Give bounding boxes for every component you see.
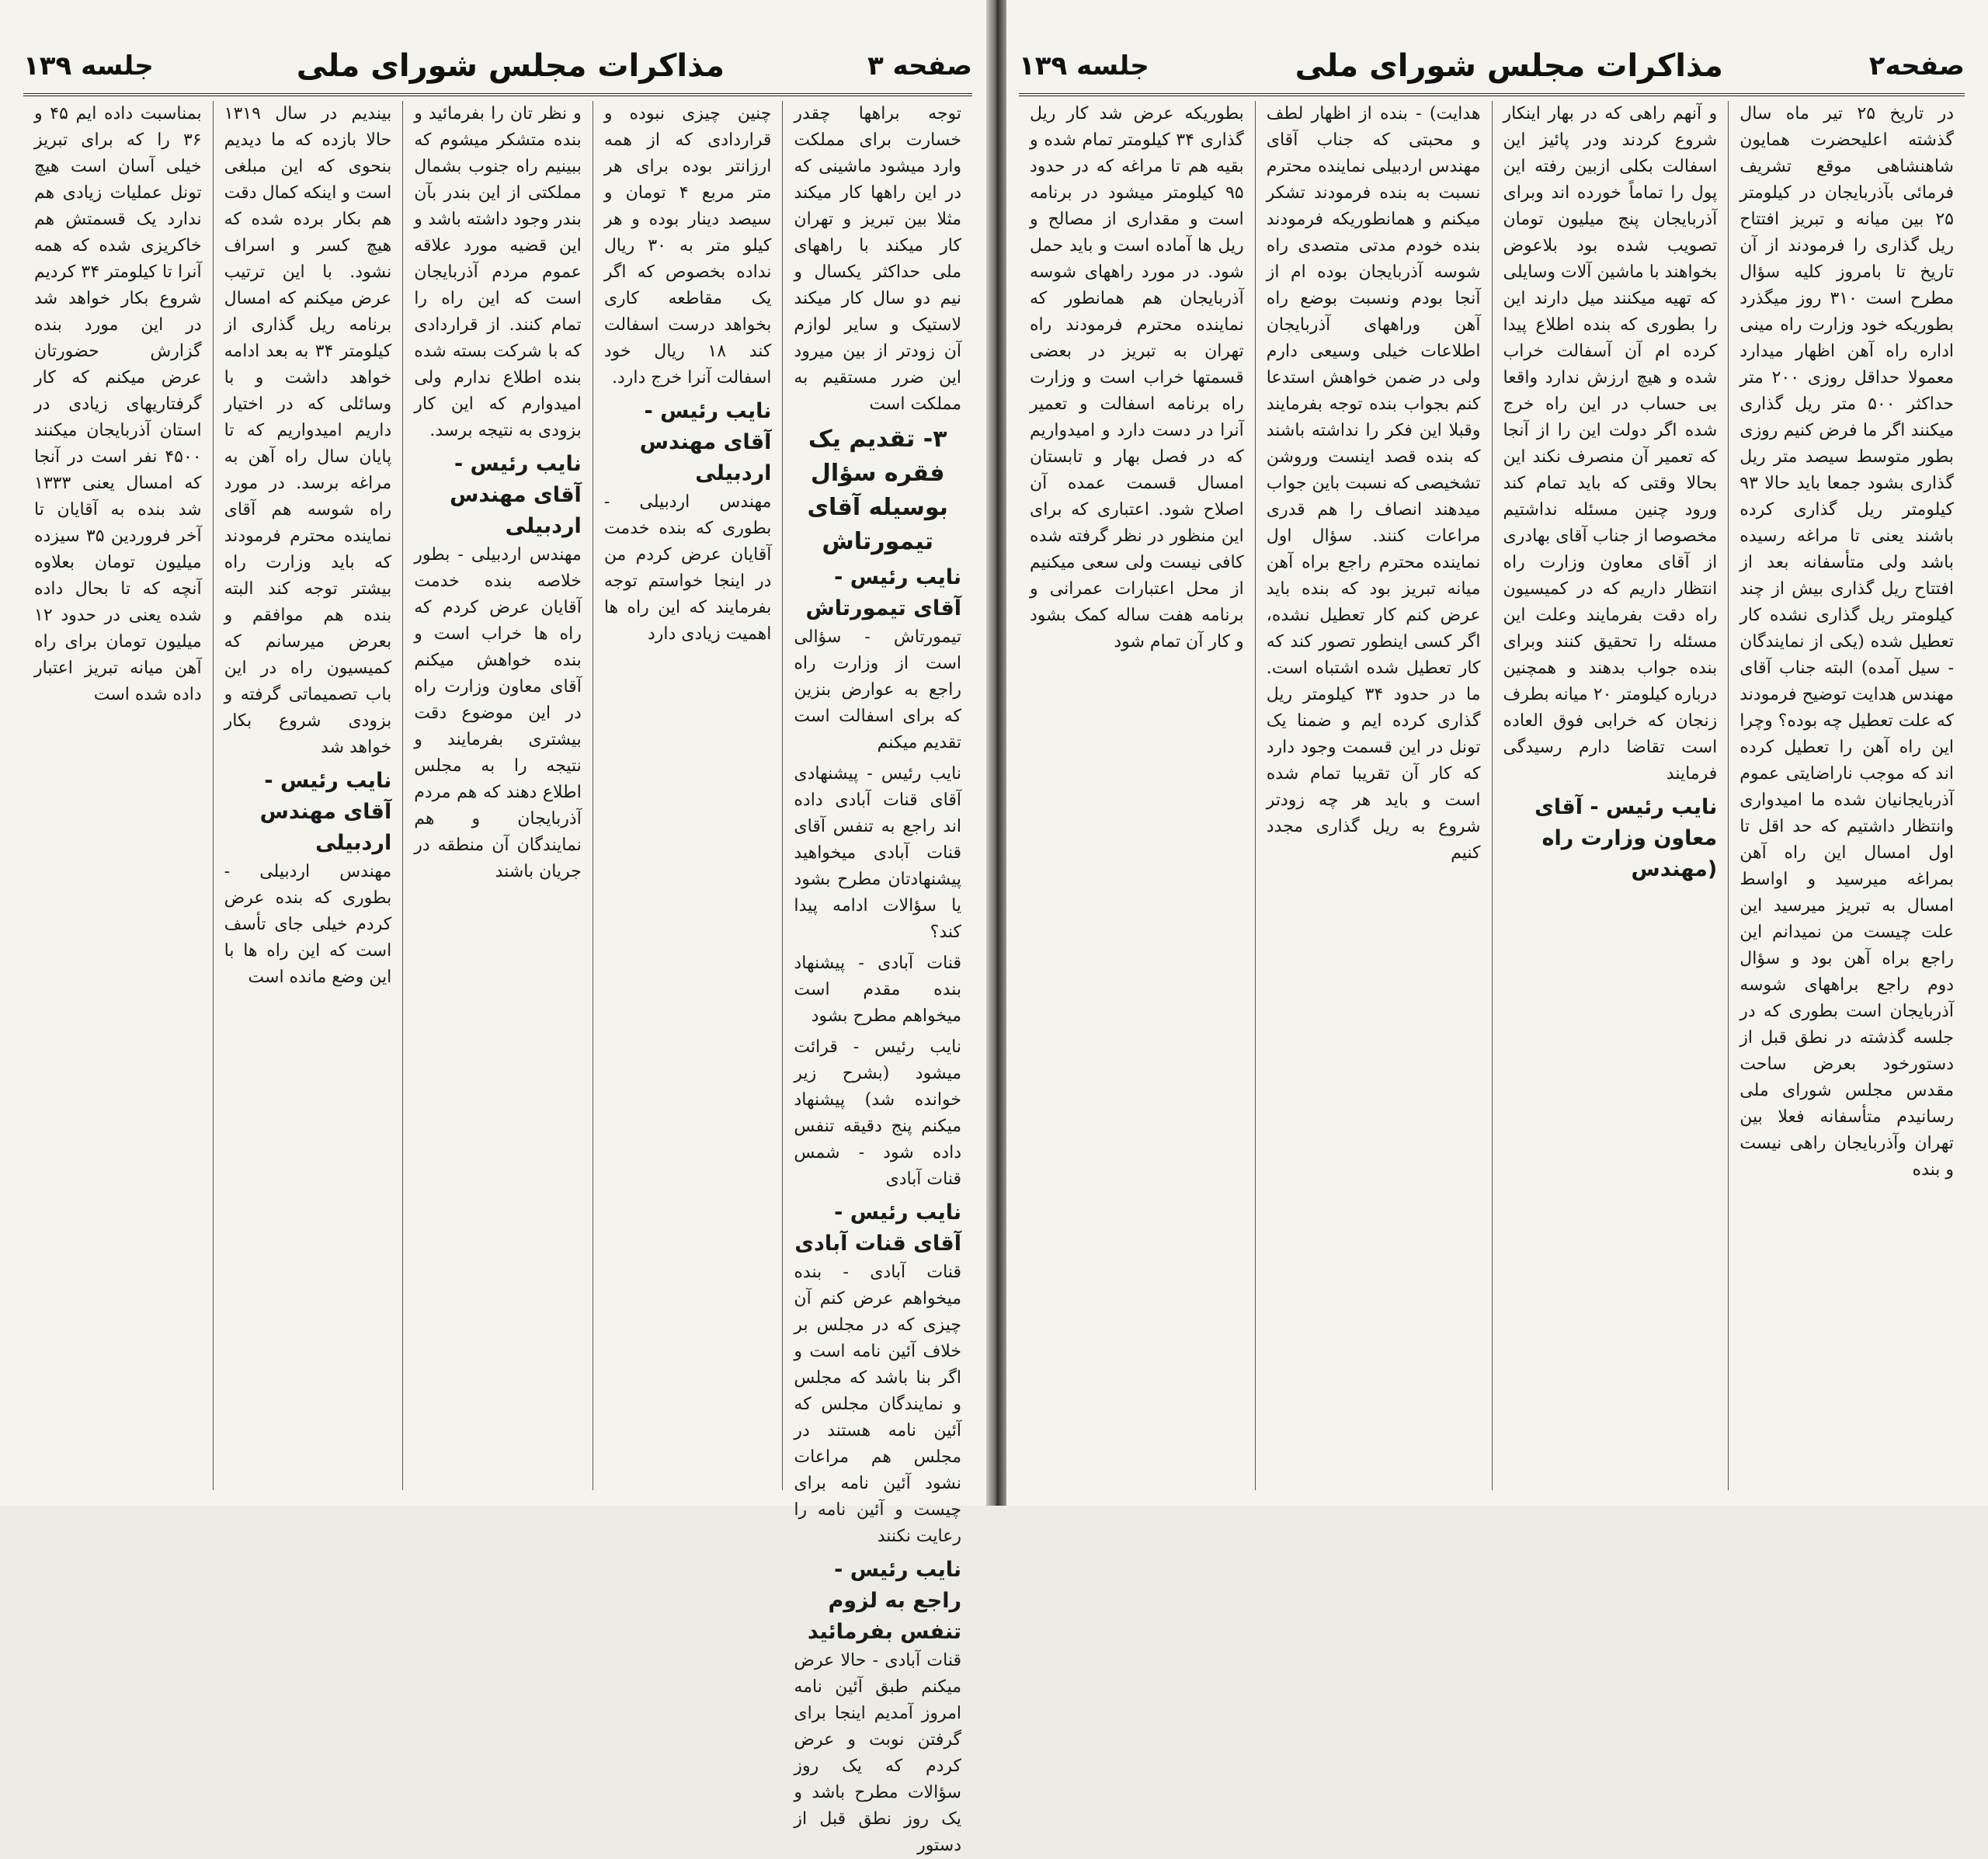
speaker-line: نایب رئیس - آقای قنات آبادی bbox=[794, 1201, 961, 1256]
text-column bbox=[593, 101, 783, 1490]
paragraph: قنات آبادی - بنده میخواهم عرض کنم آن چیزی که در مجلس بر خلاف آئین نامه است و اگر بنا باشد که مجلس و نمایندگان مجلس که آئین نامه هستند در مجلس هم مراعات نشود آئین نامه برای چیست و آئین نامه را رعایت نکنند bbox=[794, 1263, 961, 1546]
paragraph: نایب رئیس - پیشنهادی آقای قنات آبادی داده اند راجع به تنفس آقای قنات آبادی میخواهید پیشنهادتان مطرح بشود یا سؤالات ادامه پیدا کند؟ bbox=[794, 764, 961, 942]
right-page-header bbox=[1019, 39, 1965, 96]
left-page bbox=[0, 0, 996, 1855]
paragraph: نایب رئیس - قرائت میشود (بشرح زیر خوانده شد) پیشنهاد میکنم پنج دقیقه تنفس داده شود - شمس قنات آبادی bbox=[794, 1037, 961, 1189]
session-number: جلسه ۱۳۹ bbox=[23, 50, 154, 82]
paragraph: مهندس اردبیلی - بطور خلاصه بنده خدمت آقایان عرض کردم که راه ها خراب است و بنده خواهش میکنم آقای معاون وزارت راه در این موضوع دقت بیشتری بفرمایند و نتیجه را به مجلس اطلاع دهند که هم مردم آذربایجان و هم نمایندگان آن منطقه در جریان باشند bbox=[414, 545, 582, 881]
paragraph: بمناسبت داده ایم ۴۵ و ۳۶ را که برای تبریز خیلی آسان است هیچ تونل عملیات زیادی هم ندارد یک قسمتش هم خاکریزی شده که همه آنرا تا کیلومتر ۳۴ کردیم شروع بکار خواهد شد در این مورد بنده گزارش حضورتان عرض میکنم که کار گرفتاریهای زیادی در استان آذربایجان میکنند ۴۵۰۰ نفر است در آنجا که امسال یعنی ۱۳۳۳ شد بنده به آقایان تا آخر فروردین ۳۵ سیزده میلیون تومان بعلاوه آنچه که تا بحال داده شده یعنی در حدود ۱۲ میلیون تومان برای راه آهن میانه تبریز اعتبار داده شده است bbox=[34, 104, 202, 704]
paragraph: مهندس اردبیلی - بطوری که بنده خدمت آقایان عرض کردم من در اینجا خواستم توجه بفرمایند که این راه ها اهمیت زیادی دارد bbox=[603, 492, 772, 644]
page-title: مذاکرات مجلس شورای ملی bbox=[296, 48, 725, 84]
left-page-columns bbox=[23, 101, 972, 1855]
paragraph: هدایت) - بنده از اظهار لطف و محبتی که جناب آقای مهندس اردبیلی نماینده محترم نسبت به بنده فرمودند تشکر میکنم و همانطوریکه فرمودند بنده خودم مدتی متصدی راه شوسه آذربایجان بوده ام از آنجا بودم ونسبت بوضع راه آهن وراههای آذربایجان اطلاعات خیلی وسیعی دارم ولی در ضمن خواهش استدعا کنم بجواب بنده توجه بفرمایند وقبلا این فکر را نداشته باشند که بنده قصد اینست وروشن تشخیصی که نسبت باین جواب میدهند انصاف را هم قدری مراعات کنند. سؤال اول نماینده محترم راجع براه آهن میانه تبریز بود که بنده باید عرض کنم کار تعطیل نشده، اگر کسی اینطور تصور کند که کار تعطیل شده اشتباه است. ما در حدود ۳۴ کیلومتر ریل گذاری کرده ایم و ضمنا یک تونل در این قسمت وجود دارد که کار آن تقریبا تمام شده است و باید هر چه زودتر شروع به ریل گذاری مجدد کنیم bbox=[1266, 104, 1481, 863]
text-column bbox=[402, 101, 593, 1490]
text-column bbox=[1019, 101, 1255, 1490]
left-page-header bbox=[23, 39, 972, 96]
text-column bbox=[23, 101, 213, 1490]
speaker-line: نایب رئیس - آقای مهندس اردبیلی bbox=[450, 452, 582, 538]
page-number: صفحه۲ bbox=[1868, 50, 1965, 82]
text-column bbox=[1492, 101, 1729, 1490]
paragraph: بطوریکه عرض شد کار ریل گذاری ۳۴ کیلومتر تمام شده و بقیه هم تا مراغه که در حدود ۹۵ کیلومتر میشود در برنامه است و مقداری از مصالح و ریل ها آماده است و باید حمل شود. در مورد راههای شوسه آذربایجان هم همانطور که نماینده محترم فرمودند راه تهران به تبریز در بعضی قسمتها خراب است و وزارت راه برنامه اسفالت و تعمیر آنرا در دست دارد و امیدواریم که در فصل بهار و تابستان امسال قسمت عمده آن اصلاح شود. اعتباری که برای این منظور در نظر گرفته شده کافی نیست ولی سعی میکنیم از محل اعتبارات عمرانی و برنامه هفت ساله کمک بشود و کار آن تمام شود bbox=[1030, 104, 1244, 652]
right-page-columns bbox=[1019, 101, 1965, 1490]
speaker-line: نایب رئیس - آقای مهندس اردبیلی bbox=[639, 399, 772, 485]
section-heading: ۳- تقدیم یک فقره سؤال بوسیله آقای تیمورتاش bbox=[807, 426, 948, 555]
paragraph: چنین چیزی نبوده و قراردادی که از همه ارزانتر بوده برای هر متر مربع ۴ تومان و سیصد دینار بوده و هر کیلو متر به ۳۰ ریال نداده بخصوص که اگر یک مقاطعه کاری بخواهد درست اسفالت کند ۱۸ ریال خود اسفالت آنرا خرج دارد. bbox=[603, 104, 772, 387]
text-column bbox=[1728, 101, 1965, 1490]
paragraph: بیندیم در سال ۱۳۱۹ حالا بازده که ما دیدیم بنحوی که این مبلغی است و اینکه کمال دقت هم بکار برده شده که هیچ کسر و اسراف نشود. با این ترتیب عرض میکنم که امسال برنامه ریل گذاری از کیلومتر ۳۴ به بعد ادامه خواهد داشت و با وسائلی که در اختیار داریم امیدواریم که تا پایان سال راه آهن به مراغه برسد. در مورد راه شوسه هم آقای نماینده محترم فرمودند که باید وزارت راه بیشتر توجه کند البته بنده هم موافقم و بعرض میرسانم که کمیسیون راه در این باب تصمیماتی گرفته و بزودی شروع بکار خواهد شد bbox=[224, 104, 392, 757]
paragraph: قنات آبادی - پیشنهاد بنده مقدم است میخواهم مطرح بشود bbox=[794, 954, 961, 1026]
paragraph: تیمورتاش - سؤالی است از وزارت راه راجع به عوارض بنزین که برای اسفالت است تقدیم میکنم bbox=[794, 627, 961, 752]
page-title: مذاکرات مجلس شورای ملی bbox=[1295, 48, 1723, 84]
text-column bbox=[213, 101, 403, 1490]
paragraph: مهندس اردبیلی - بطوری که بنده عرض کردم خیلی جای تأسف است که این راه ها با این وضع مانده است bbox=[224, 862, 392, 987]
paragraph: در تاریخ ۲۵ تیر ماه سال گذشته اعلیحضرت همایون شاهنشاهی موقع تشریف فرمائی بآذربایجان در کیلومتر ۲۵ بین میانه و تبریز افتتاح ریل گذاری را فرمودند از آن تاریخ تا بامروز کلیه سؤال مطرح است ۳۱۰ روز میگذرد بطوریکه خود وزارت راه مینی اداره راه آهن اظهار میدارد معمولا حداقل روزی ۲۰۰ متر حداکثر ۵۰۰ متر ریل گذاری میکنند اگر ما فرض کنیم روزی بطور متوسط سیصد متر ریل گذاری بشود جمعا باید حالا ۹۳ کیلومتر ریل گذاری کرده باشند یعنی تا مراغه رسیده باشد ولی متأسفانه بعد از افتتاح ریل گذاری بیش از چند کیلومتر ریل گذاری نشده کار تعطیل شده (یکی از نمایندگان - سیل آمده) البته جناب آقای مهندس هدایت توضیح فرمودند که علت تعطیل چه بوده؟ وچرا این راه آهن را تعطیل کرده اند که موجب ناراضایتی عموم آذربایجانیان شده ما امیدواری وانتظار داشتیم که حد اقل تا اول امسال این راه آهن بمراغه میرسید و اواسط امسال به تبریز میرسید این علت چیست من نمیدانم این راجع براه آهن بود و سؤال دوم راجع براههای شوسه آذربایجان است بطوری که در جلسه گذشته در نطق قبل از دستورخود بعرض ساحت مقدس مجلس شورای ملی رسانیدم متأسفانه فعلا بین تهران وآذربایجان راهی نیست و بنده bbox=[1740, 104, 1955, 1180]
speaker-line: نایب رئیس - آقای معاون وزارت راه (مهندس bbox=[1534, 795, 1718, 881]
paragraph: قنات آبادی - حالا عرض میکنم طبق آئین نامه امروز آمدیم اینجا برای گرفتن نوبت و عرض کردم که یک روز سؤالات مطرح باشد و یک روز نطق قبل از دستور bbox=[794, 1651, 961, 1855]
text-column bbox=[782, 101, 972, 1855]
speaker-line: نایب رئیس - آقای تیمورتاش bbox=[805, 565, 961, 620]
session-number: جلسه ۱۳۹ bbox=[1019, 50, 1149, 82]
paragraph: و نظر تان را بفرمائید و بنده متشکر میشوم که ببینیم راه جنوب بشمال مملکتی از این بندر بآن بندر وجود داشته باشد و این قضیه مورد علاقه عموم مردم آذربایجان است که این راه را تمام کنند. از قراردادی که با شرکت بسته شده بنده اطلاع ندارم ولی امیدوارم که این کار بزودی به نتیجه برسد. bbox=[414, 104, 582, 440]
page-number: صفحه ۳ bbox=[867, 50, 972, 82]
page-gutter bbox=[986, 0, 1006, 1506]
speaker-line: نایب رئیس - آقای مهندس اردبیلی bbox=[259, 769, 392, 855]
text-column bbox=[1255, 101, 1492, 1490]
paragraph: و آنهم راهی که در بهار اینکار شروع کردند ودر پائیز این اسفالت بکلی ازبین رفته این پول را تماماً خورده اند وبرای آذربایجان پنج میلیون تومان تصویب شده بود بلاعوض بخواهند با ماشین آلات وسایلی که تهیه میکنند میل دارند این را بطوری که بنده اطلاع پیدا کرده ام آن آسفالت خراب شده و هیچ ارزش ندارد واقعا بی حساب در این راه خرج شده اگر دولت این را از آنجا که تعمیر آن منصرف نکند این بحالا وقتی که باید تمام کند ورود چنین مسئله نداشتیم مخصوصا از جناب آقای بهادری از آقای معاون وزارت راه انتظار داریم که در کمیسیون راه دقت بفرمایند وعلت این مسئله را تحقیق کنند وبرای بنده جواب بدهند و همچنین درباره کیلومتر ۲۰ میانه بطرف زنجان که خرابی فوق العاده است تقاضا دارم رسیدگی فرمایند bbox=[1503, 104, 1718, 784]
speaker-line: نایب رئیس - راجع به لزوم تنفس بفرمائید bbox=[807, 1558, 961, 1644]
right-page bbox=[996, 0, 1988, 1506]
paragraph: توجه براهها چقدر خسارت برای مملکت وارد میشود ماشینی که در این راهها کار میکند مثلا بین تبریز و تهران کار میکند با راههای ملی حداکثر یکسال و نیم دو سال کار میکند لاستیک و سایر لوازم آن زودتر از بین میرود این ضرر مستقیم به مملکت است bbox=[794, 104, 961, 414]
